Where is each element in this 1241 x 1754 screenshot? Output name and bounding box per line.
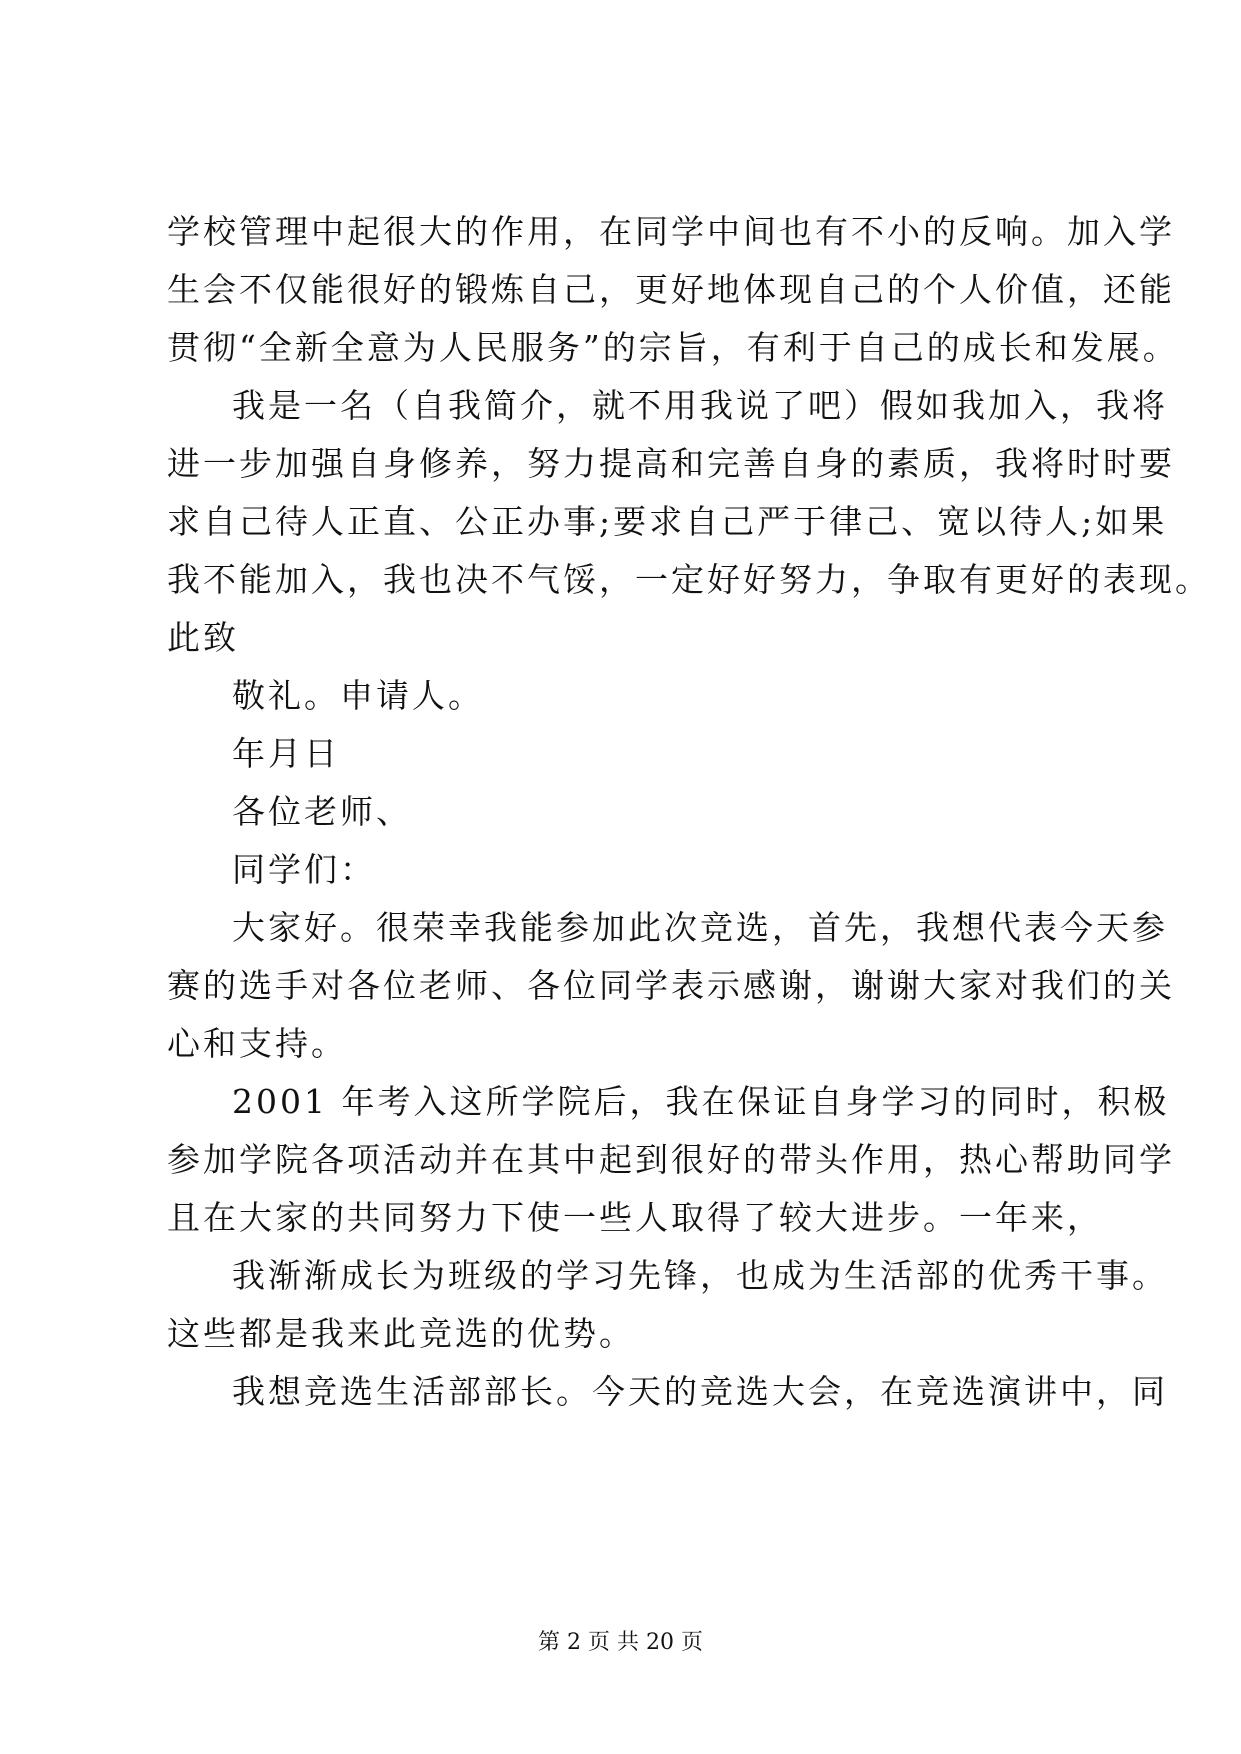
text-line: 我不能加入，我也决不气馁，一定好好努力，争取有更好的表现。	[167, 560, 1211, 599]
text-line: 求自己待人正直、公正办事;要求自己严于律己、宽以待人;如果	[167, 502, 1168, 541]
text-line: 大家好。很荣幸我能参加此次竞选，首先，我想代表今天参	[232, 908, 1168, 947]
text-line: 贯彻“全新全意为人民服务”的宗旨，有利于自己的成长和发展。	[167, 328, 1179, 367]
text-line: 学校管理中起很大的作用，在同学中间也有不小的反响。加入学	[167, 212, 1175, 251]
text-line: 此致	[167, 618, 239, 657]
text-line: 我渐渐成长为班级的学习先锋，也成为生活部的优秀干事。	[232, 1256, 1168, 1295]
text-line: 进一步加强自身修养，努力提高和完善自身的素质，我将时时要	[167, 444, 1175, 483]
text-line: 2001 年考入这所学院后，我在保证自身学习的同时，积极	[232, 1082, 1170, 1121]
text-line: 生会不仅能很好的锻炼自己，更好地体现自己的个人价值，还能	[167, 270, 1175, 309]
text-line: 心和支持。	[167, 1024, 347, 1063]
text-line: 且在大家的共同努力下使一些人取得了较大进步。一年来，	[167, 1198, 1103, 1237]
text-line: 我是一名（自我简介，就不用我说了吧）假如我加入，我将	[232, 386, 1168, 425]
text-line: 同学们：	[232, 850, 376, 889]
text-line: 敬礼。申请人。	[232, 676, 484, 715]
text-line: 参加学院各项活动并在其中起到很好的带头作用，热心帮助同学	[167, 1140, 1175, 1179]
text-line: 年月日	[232, 734, 340, 773]
page-footer: 第 2 页 共 20 页	[538, 1630, 703, 1655]
text-line: 我想竞选生活部部长。今天的竞选大会，在竞选演讲中，同	[232, 1372, 1168, 1411]
text-line: 赛的选手对各位老师、各位同学表示感谢，谢谢大家对我们的关	[167, 966, 1175, 1005]
text-line: 各位老师、	[232, 792, 412, 831]
text-line: 这些都是我来此竞选的优势。	[167, 1314, 635, 1353]
